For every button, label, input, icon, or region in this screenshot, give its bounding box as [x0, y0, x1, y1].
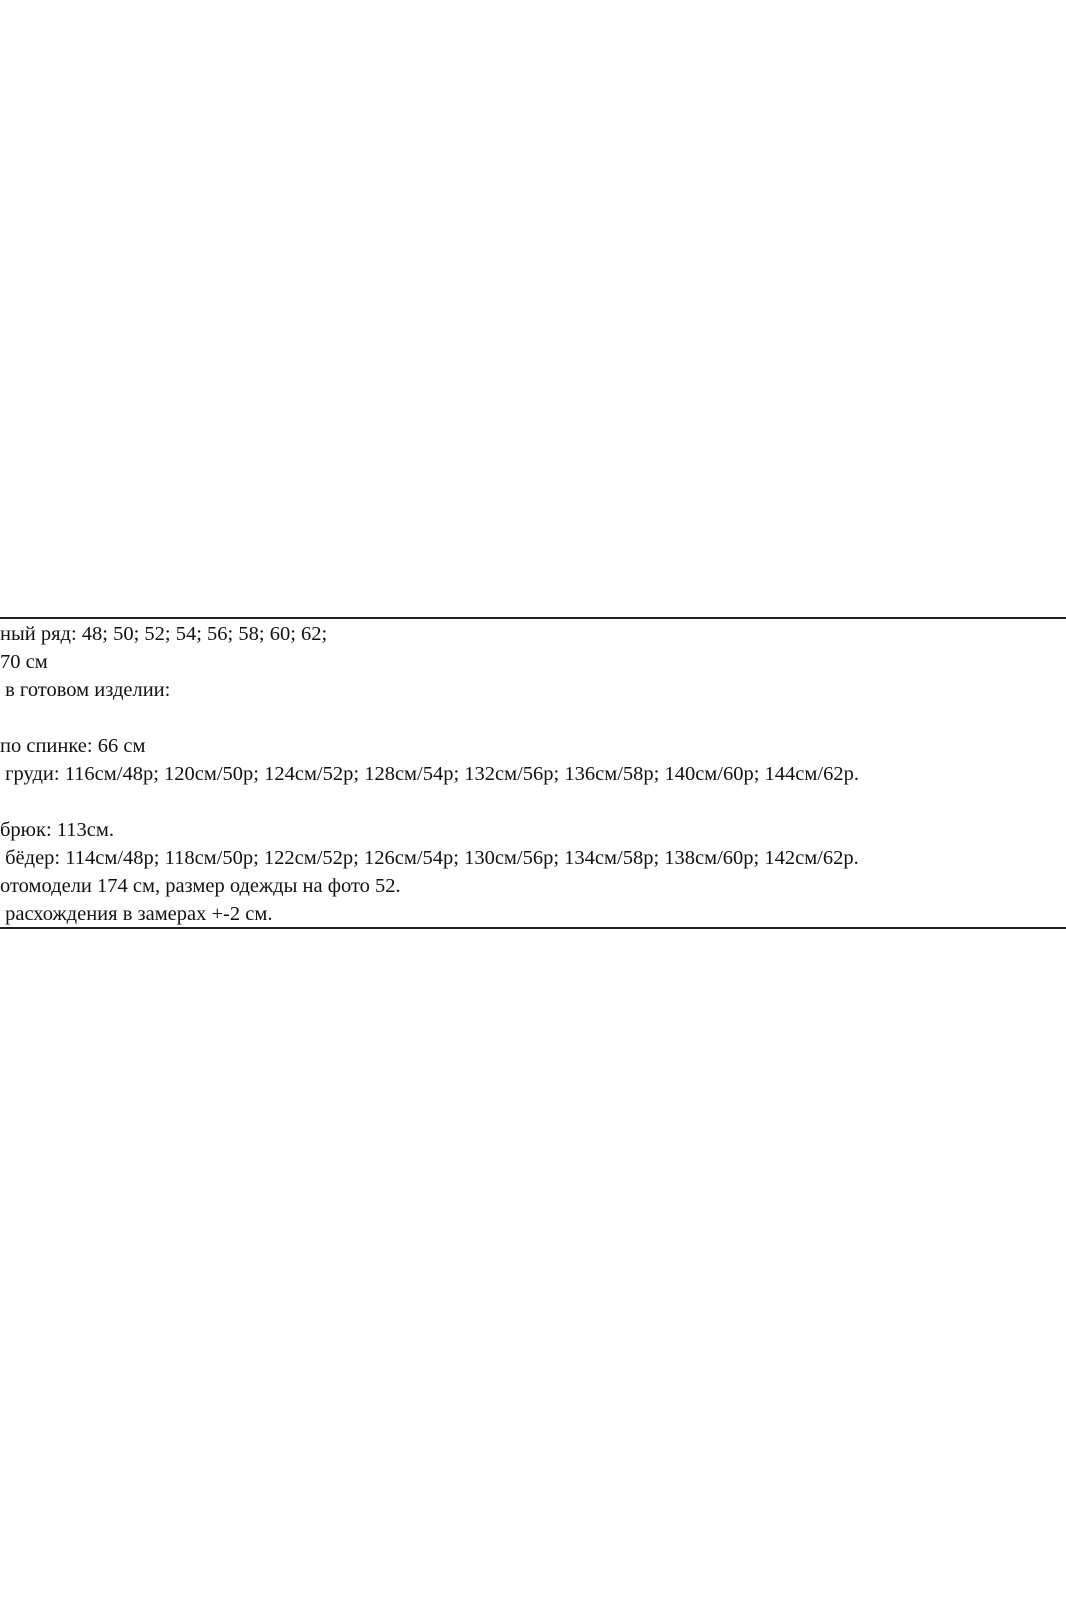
- blank-line: [0, 788, 1066, 816]
- finished-measurements-heading: в готовом изделии:: [0, 679, 171, 701]
- top-divider: [0, 617, 1066, 619]
- size-info-lines: [0, 620, 1066, 928]
- measurement-tolerance-line: расхождения в замерах +-2 см.: [0, 903, 273, 925]
- size-info-block: [0, 617, 1066, 929]
- chest-volume-line: груди: 116см/48р; 120см/50р; 124см/52р; 128см/54р; 132см/56р; 136см/58р; 140см/60р; 144см/62р.: [0, 763, 859, 785]
- height-line: 70 см: [0, 651, 48, 673]
- hip-volume-line: бёдер: 114см/48р; 118см/50р; 122см/52р; 126см/54р; 130см/56р; 134см/58р; 138см/60р; 142см/62р.: [0, 847, 859, 869]
- model-height-line: отомодели 174 см, размер одежды на фото 52.: [0, 875, 401, 897]
- bottom-divider: [0, 927, 1066, 929]
- trousers-length-line: брюк: 113см.: [0, 819, 114, 841]
- back-length-line: по спинке: 66 см: [0, 735, 146, 757]
- size-range-line: ный ряд: 48; 50; 52; 54; 56; 58; 60; 62;: [0, 623, 328, 645]
- blank-line: [0, 704, 1066, 732]
